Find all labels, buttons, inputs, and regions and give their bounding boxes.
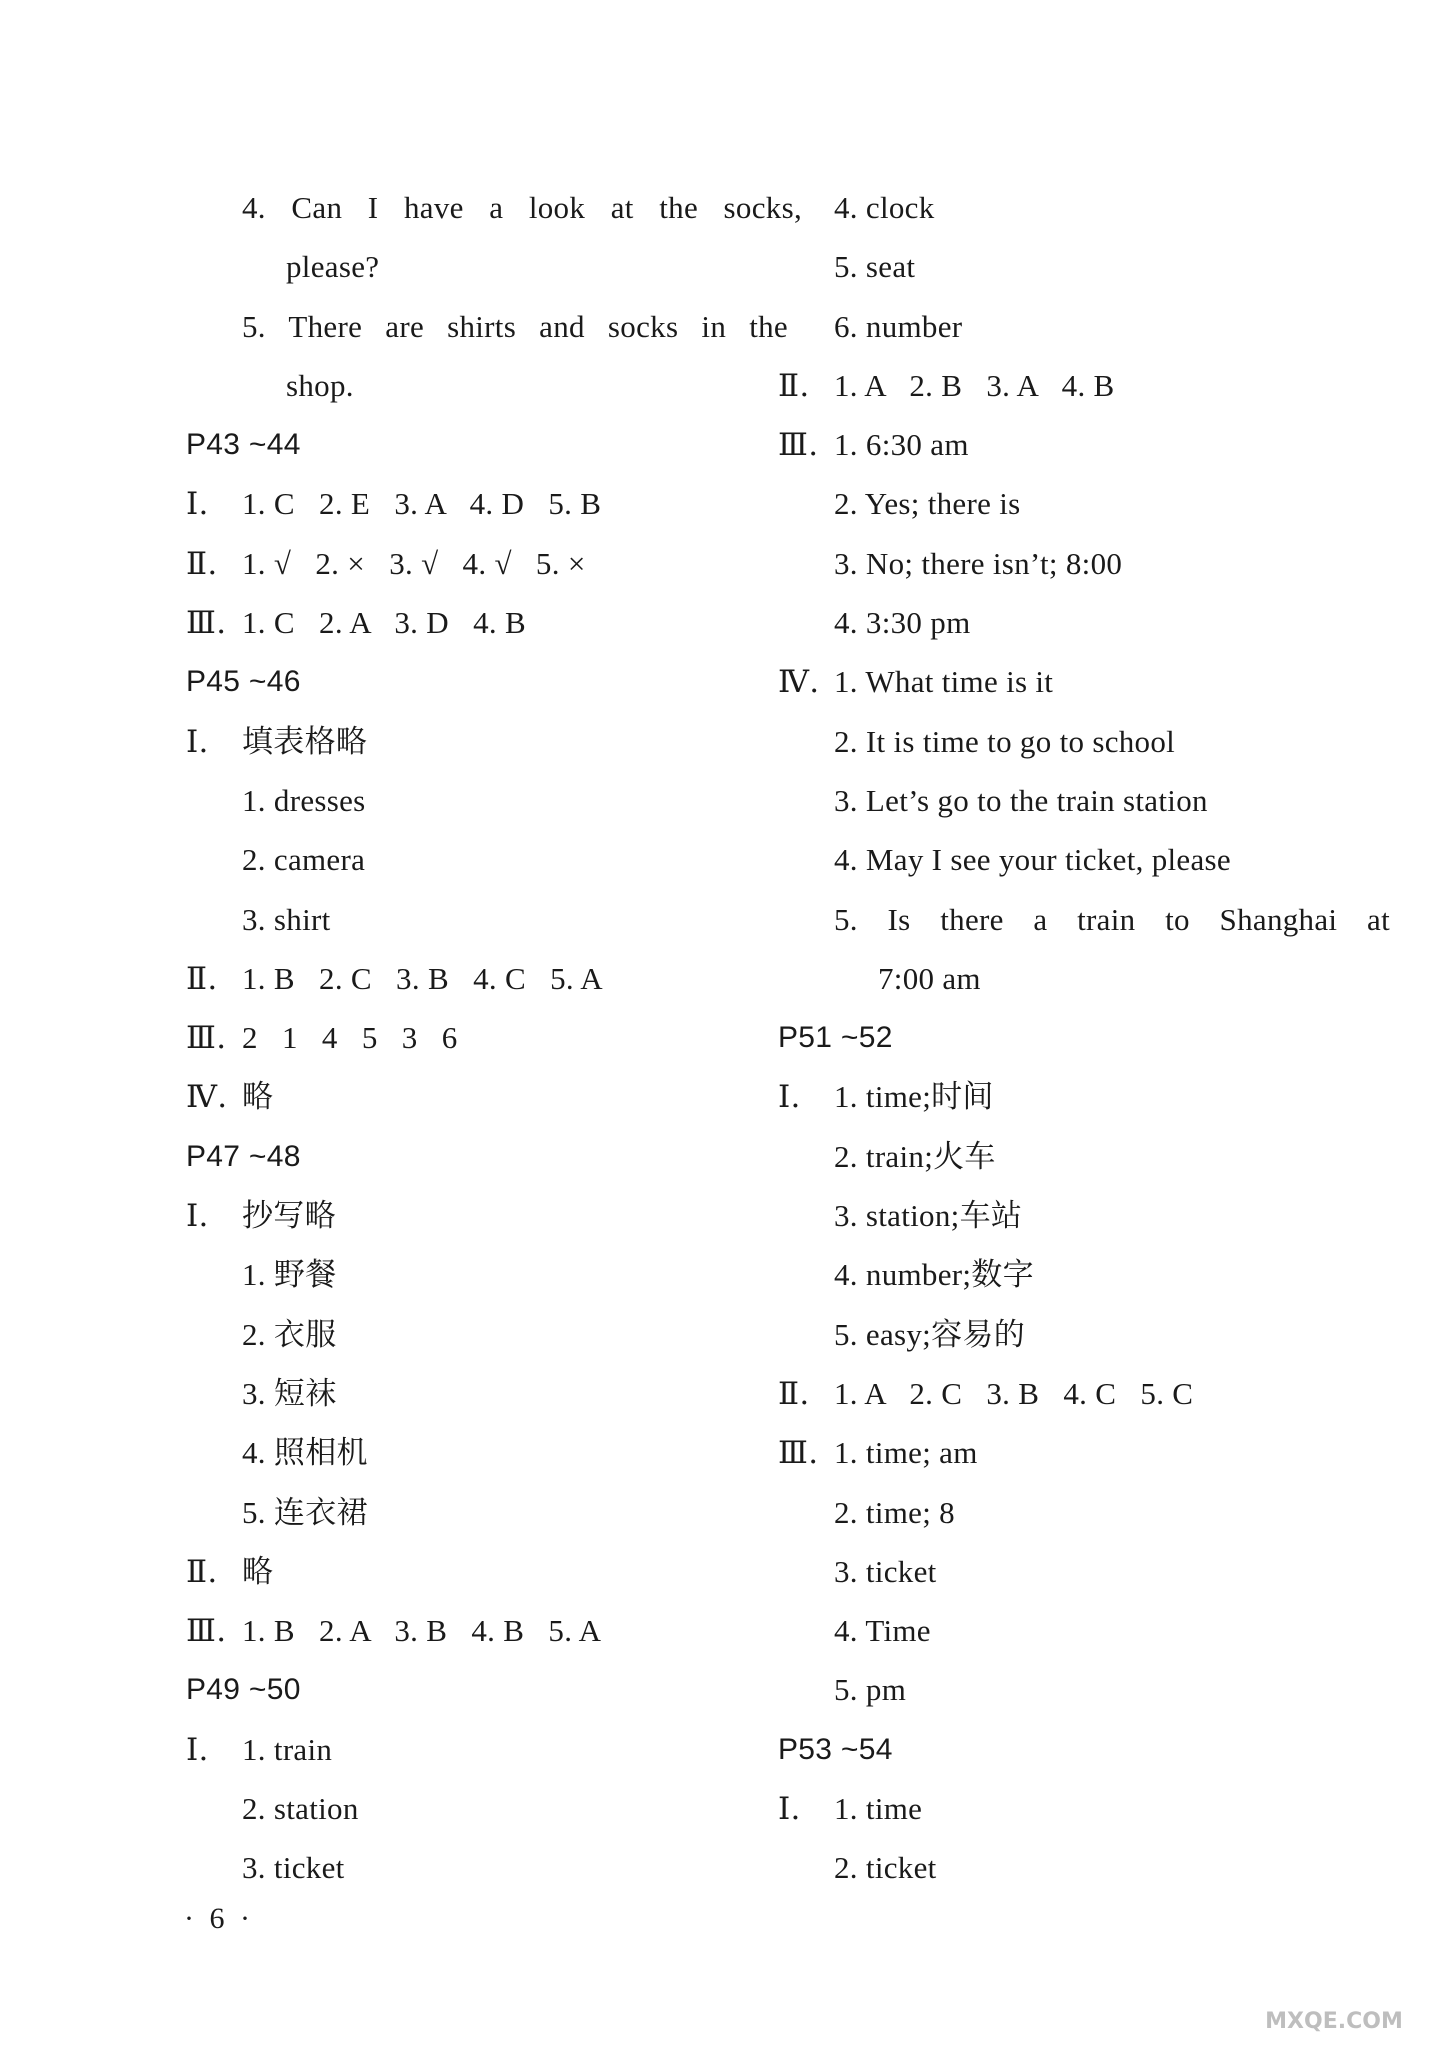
- answer-group-line: [186, 534, 786, 593]
- answer-group-line: [186, 1542, 786, 1601]
- answer-group-line: [778, 356, 1378, 415]
- section-heading: P49 ~50: [186, 1673, 301, 1707]
- right-column: [778, 178, 1390, 1898]
- roman-numeral: Ⅰ.: [186, 1198, 209, 1235]
- answer-line: 6. number: [834, 308, 963, 344]
- answer-group-line: [186, 949, 786, 1008]
- answer-line: 5. 连衣裙: [242, 1494, 368, 1530]
- answer-line: 2. camera: [242, 842, 366, 878]
- answer-text: 1. time: [834, 1791, 923, 1827]
- answer-line: 3. No; there isn’t; 8:00: [834, 545, 1123, 581]
- answer-line: 1. dresses: [242, 782, 366, 818]
- answer-group-line: [186, 1008, 786, 1067]
- answer-group-line: [186, 712, 786, 771]
- answer-text: 抄写略: [242, 1198, 336, 1234]
- answer-text: 1. time;时间: [834, 1079, 994, 1115]
- left-column: [186, 178, 802, 1898]
- roman-numeral: Ⅱ.: [186, 1553, 218, 1590]
- answer-text: 1. train: [242, 1731, 333, 1767]
- roman-numeral: Ⅰ.: [186, 723, 209, 760]
- answer-group-line: [186, 1067, 786, 1126]
- roman-numeral: Ⅲ.: [186, 1020, 227, 1057]
- answer-line: 3. ticket: [834, 1553, 937, 1589]
- answer-group-line: [778, 415, 1378, 474]
- answer-group-line: [186, 1601, 786, 1660]
- answer-text: 1. B 2. C 3. B 4. C 5. A: [242, 960, 603, 996]
- answer-text: 填表格略: [242, 723, 368, 759]
- roman-numeral: Ⅰ.: [778, 1079, 801, 1116]
- roman-numeral: Ⅱ.: [186, 960, 218, 997]
- roman-numeral: Ⅲ.: [186, 605, 227, 642]
- answer-group-line: [186, 1720, 786, 1779]
- answer-line: 5. There are shirts and socks in the: [242, 308, 788, 344]
- roman-numeral: Ⅱ.: [186, 545, 218, 582]
- answer-group-line: [778, 1364, 1378, 1423]
- page-number: · 6 ·: [184, 1902, 254, 1935]
- answer-line: 3. 短袜: [242, 1375, 337, 1411]
- roman-numeral: Ⅱ.: [778, 367, 810, 404]
- answer-line: 3. Let’s go to the train station: [834, 782, 1208, 818]
- answer-group-line: [186, 1186, 786, 1245]
- answer-group-line: [778, 652, 1378, 711]
- answer-line: 3. ticket: [242, 1850, 345, 1886]
- answer-text: 1. A 2. B 3. A 4. B: [834, 367, 1115, 403]
- answer-line: 4. 3:30 pm: [834, 605, 971, 641]
- answer-line: 2. time; 8: [834, 1494, 955, 1530]
- roman-numeral: Ⅰ.: [778, 1791, 801, 1828]
- answer-line: 4. clock: [834, 190, 935, 225]
- answer-text: 1. √ 2. × 3. √ 4. √ 5. ×: [242, 545, 586, 581]
- answer-line: 4. May I see your ticket, please: [834, 842, 1231, 878]
- answer-group-line: [186, 474, 786, 533]
- section-heading: P45 ~46: [186, 665, 301, 699]
- answer-text: 1. What time is it: [834, 664, 1054, 700]
- answer-group-line: [778, 1779, 1378, 1838]
- section-heading: P51 ~52: [778, 1021, 893, 1055]
- answer-line: 5. easy;容易的: [834, 1316, 1025, 1352]
- answer-group-line: [778, 1067, 1378, 1126]
- answer-line: 3. station;车站: [834, 1198, 1023, 1234]
- roman-numeral: Ⅲ.: [778, 1435, 819, 1472]
- section-heading: P43 ~44: [186, 428, 301, 462]
- answer-text: 1. A 2. C 3. B 4. C 5. C: [834, 1375, 1194, 1411]
- roman-numeral: Ⅳ.: [778, 664, 820, 701]
- answer-line: 2. station: [242, 1791, 359, 1827]
- roman-numeral: Ⅳ.: [186, 1079, 228, 1116]
- answer-line: 4. number;数字: [834, 1257, 1034, 1293]
- answer-text: 1. time; am: [834, 1435, 978, 1471]
- answer-line: 4. Time: [834, 1613, 931, 1649]
- answer-line: 3. shirt: [242, 901, 331, 937]
- answer-continuation: shop.: [286, 367, 354, 403]
- answer-text: 1. B 2. A 3. B 4. B 5. A: [242, 1613, 602, 1649]
- answer-line: 5. Is there a train to Shanghai at: [834, 901, 1390, 937]
- answer-continuation: 7:00 am: [878, 960, 981, 996]
- answer-line: 2. ticket: [834, 1850, 937, 1886]
- answer-group-line: [186, 593, 786, 652]
- answer-line: 4. 照相机: [242, 1435, 368, 1471]
- answer-continuation: please?: [286, 249, 380, 285]
- section-heading: P53 ~54: [778, 1732, 893, 1766]
- answer-line: 4. Can I have a look at the socks,: [242, 190, 802, 225]
- answer-text: 1. 6:30 am: [834, 427, 969, 463]
- section-heading: P47 ~48: [186, 1139, 301, 1173]
- answer-text: 略: [242, 1079, 274, 1115]
- answer-text: 1. C 2. E 3. A 4. D 5. B: [242, 486, 602, 522]
- roman-numeral: Ⅰ.: [186, 486, 209, 523]
- roman-numeral: Ⅲ.: [778, 427, 819, 464]
- answer-line: 2. It is time to go to school: [834, 723, 1176, 759]
- answer-line: 2. 衣服: [242, 1316, 337, 1352]
- roman-numeral: Ⅱ.: [778, 1375, 810, 1412]
- roman-numeral: Ⅰ.: [186, 1731, 209, 1768]
- answer-text: 2 1 4 5 3 6: [242, 1020, 458, 1056]
- answer-group-line: [778, 1423, 1378, 1482]
- site-watermark: MXQE.COM: [1265, 2009, 1403, 2034]
- answer-text: 略: [242, 1553, 274, 1589]
- answer-line: 1. 野餐: [242, 1257, 337, 1293]
- answer-line: 5. seat: [834, 249, 916, 285]
- answer-line: 2. Yes; there is: [834, 486, 1021, 522]
- answer-text: 1. C 2. A 3. D 4. B: [242, 605, 526, 641]
- answer-line: 2. train;火车: [834, 1138, 996, 1174]
- roman-numeral: Ⅲ.: [186, 1613, 227, 1650]
- answer-line: 5. pm: [834, 1672, 907, 1708]
